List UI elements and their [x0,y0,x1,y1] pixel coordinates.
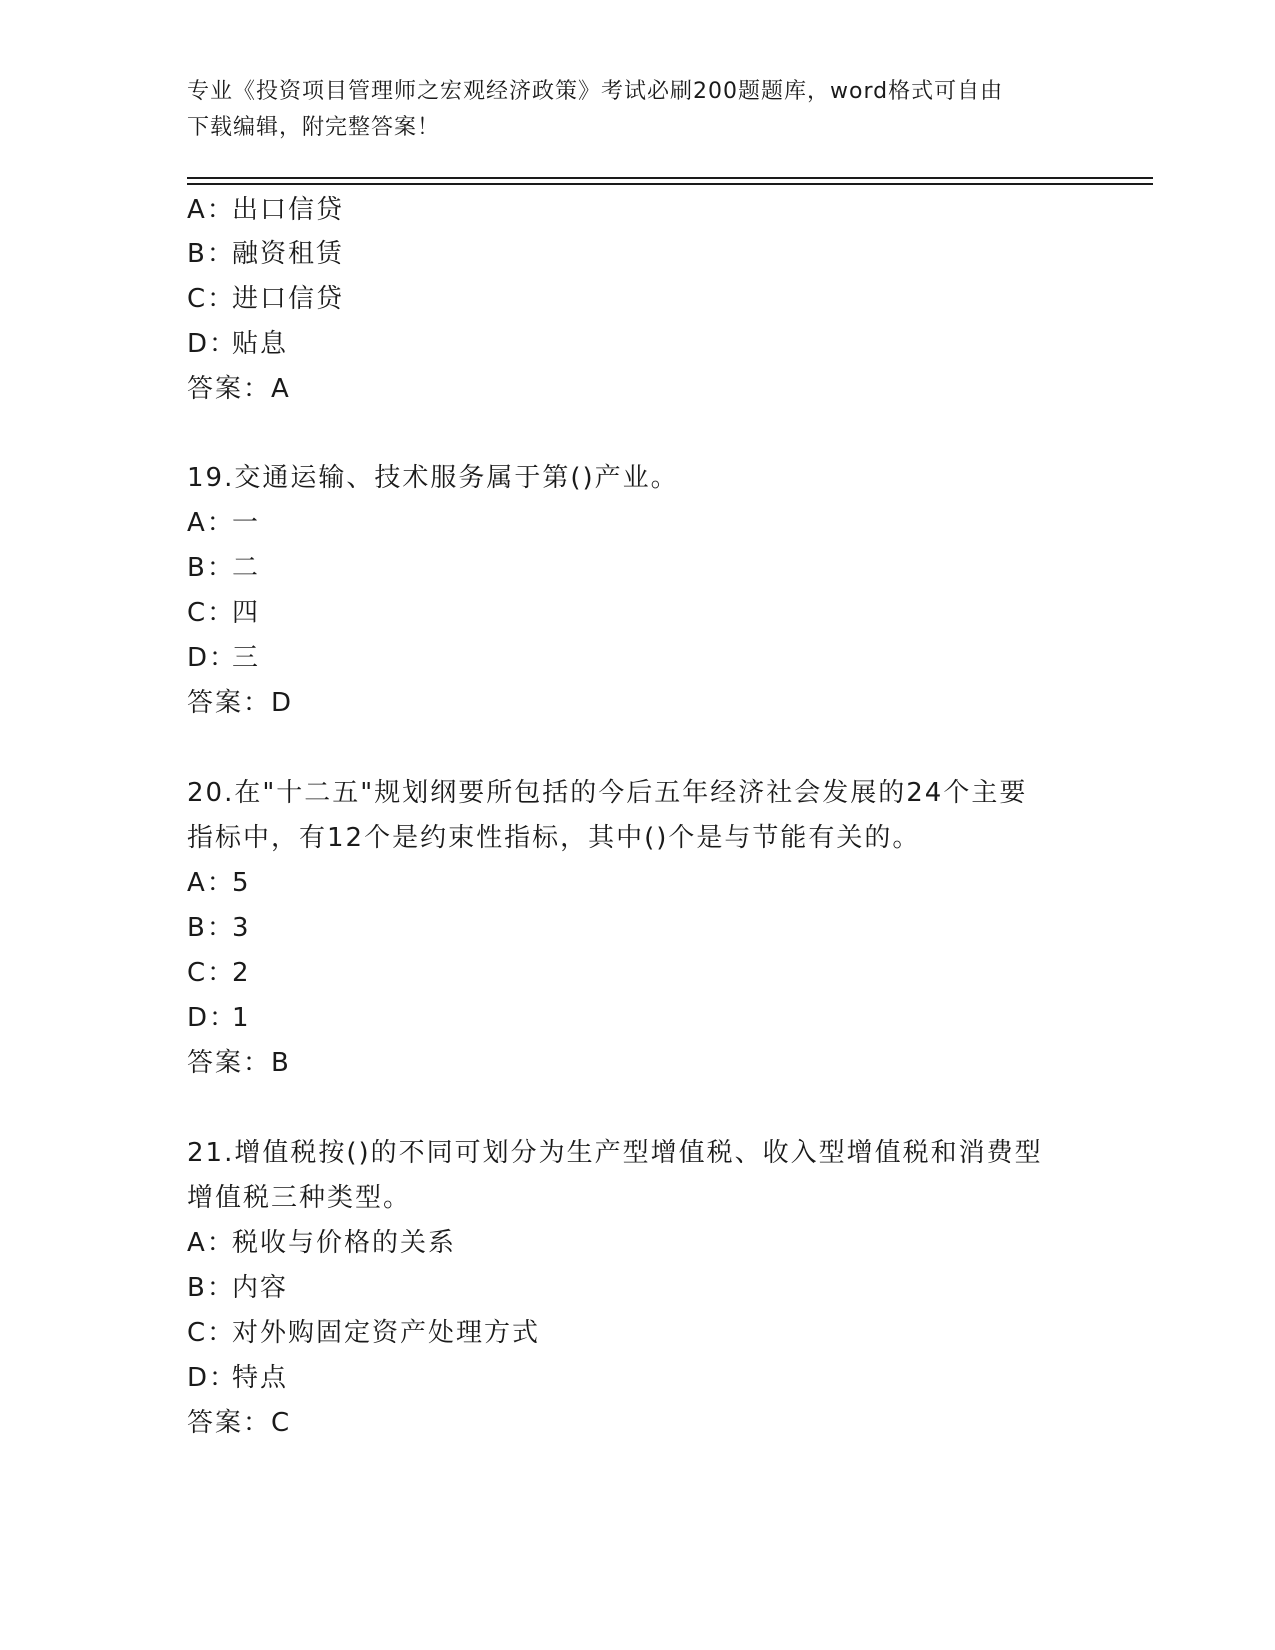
q20-question-line-1: 20.在"十二五"规划纲要所包括的今后五年经济社会发展的24个主要 [187,778,1028,808]
q21-question-line-2: 增值税三种类型。 [187,1183,412,1213]
q20-answer: 答案：B [187,1048,291,1078]
q21-option-a: A：税收与价格的关系 [187,1228,457,1258]
q18-option-b: B：融资租赁 [187,239,345,269]
q21-option-c: C：对外购固定资产处理方式 [187,1318,541,1348]
q19-answer: 答案：D [187,688,294,718]
q18-option-d: D：贴息 [187,329,289,359]
header-divider-top [187,177,1153,179]
q19-option-b: B：二 [187,553,261,583]
q20-option-d: D：1 [187,1003,251,1033]
q21-option-b: B：内容 [187,1273,289,1303]
q20-option-a: A：5 [187,868,251,898]
q20-option-b: B：3 [187,913,251,943]
q21-option-d: D：特点 [187,1363,289,1393]
header-line-1: 专业《投资项目管理师之宏观经济政策》考试必刷200题题库，word格式可自由 [187,79,1004,104]
q18-answer: 答案：A [187,374,291,404]
q19-option-d: D：三 [187,643,261,673]
q18-option-c: C：进口信贷 [187,284,345,314]
q21-answer: 答案：C [187,1408,292,1438]
document-header [187,74,1087,146]
header-divider-bottom [187,183,1153,185]
q18-option-a: A：出口信贷 [187,195,345,225]
q19-option-c: C：四 [187,598,261,628]
q19-question: 19.交通运输、技术服务属于第()产业。 [187,463,679,493]
q20-question-line-2: 指标中，有12个是约束性指标，其中()个是与节能有关的。 [187,823,921,853]
header-line-2: 下载编辑，附完整答案！ [187,115,441,140]
q19-option-a: A：一 [187,508,261,538]
q20-option-c: C：2 [187,958,251,988]
q21-question-line-1: 21.增值税按()的不同可划分为生产型增值税、收入型增值税和消费型 [187,1138,1043,1168]
